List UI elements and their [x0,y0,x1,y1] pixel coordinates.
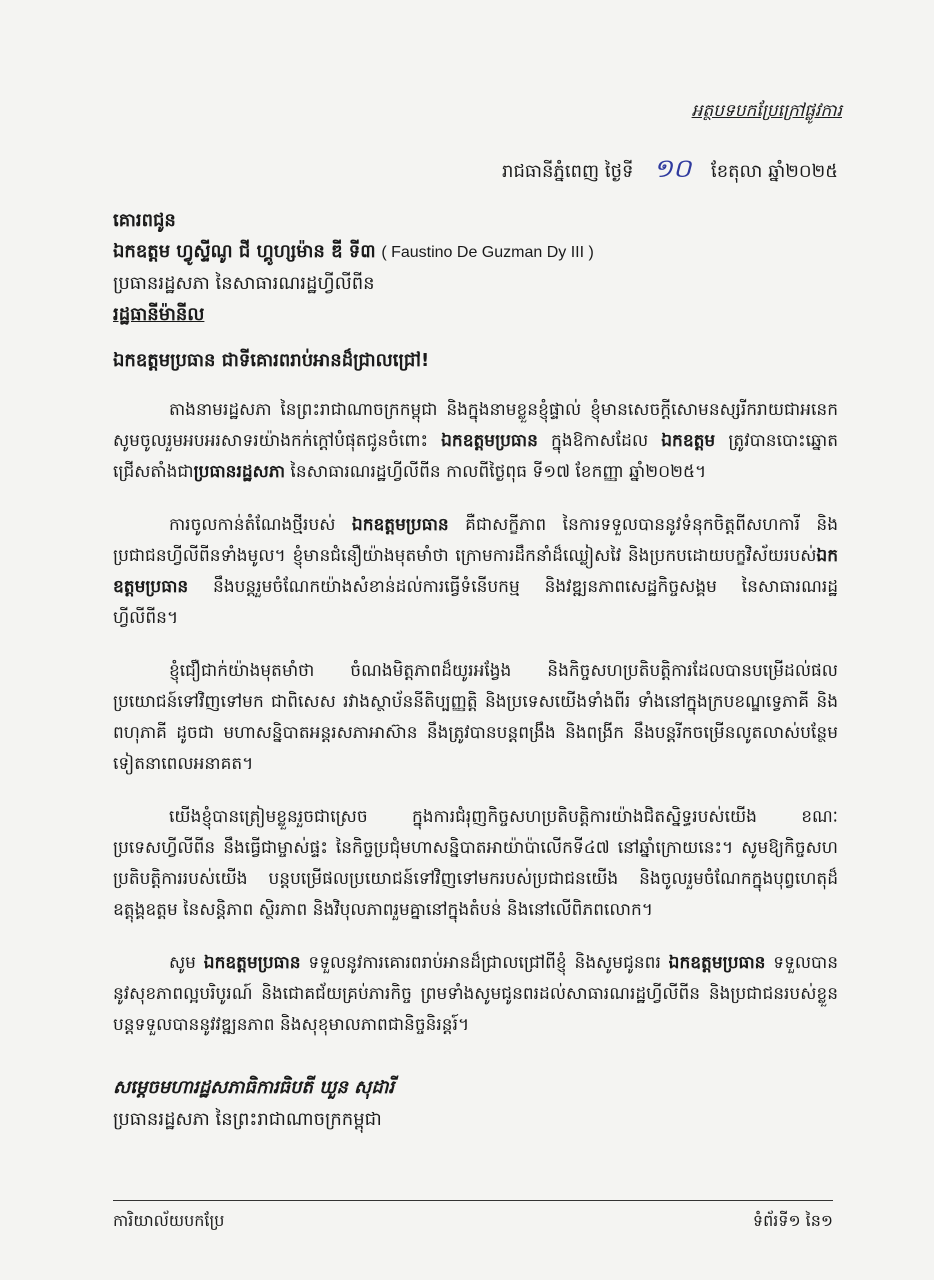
p2-bold-2: ឯកឧត្តមប្រធាន [113,546,838,597]
paragraph-3: ខ្ញុំជឿជាក់យ៉ាងមុតមាំថា ចំណងមិត្តភាពដ៏យូរអង្វែង និងកិច្ចសហប្រតិបត្តិការដែលបានបម្រើដល់ផលប្រយោជន៍ទៅវិញទៅមក ជាពិសេស រវាងស្ថាប័ននីតិប្បញ្ញត្តិ និងប្រទេសយើងទាំងពីរ ទាំងនៅក្នុងក្របខណ្ឌទ្វេភាគី និងពហុភាគី ដូចជា មហាសន្និបាតអន្តរសភាអាស៊ាន នឹងត្រូវបានបន្តពង្រឹង និងពង្រីក នឹងបន្តរីកចម្រើនលូតលាស់បន្ថែមទៀតនាពេលអនាគត។ [113,661,838,774]
p5-text-d: ទទួលបាននូវសុខភាពល្អបរិបូរណ៍ និងជោគជ័យគ្រប់ភារកិច្ច ព្រមទាំងសូមជូនពរដល់សាធារណរដ្ឋហ្វីលីពីន និងប្រជាជនរបស់ខ្លួន បន្តទទួលបាននូវវឌ្ឍនភាព និងសុខុមាលភាពជានិច្ចនិរន្តរ៍។ [113,953,839,1035]
recipient-name-line [113,236,833,268]
letter-body [113,395,838,1063]
p1-bold-1: ឯកឧត្តមប្រធាន [441,431,538,451]
signature-block [113,1072,394,1136]
recipient-block [113,205,833,330]
p1-bold-2: ឯកឧត្តម [661,431,716,451]
p1-text-a: តាងនាមរដ្ឋសភា នៃព្រះរាជាណាចក្រកម្ពុជា និងក្នុងនាមខ្លួនខ្ញុំផ្ទាល់ ខ្ញុំមានសេចក្តីសោមនស្សរីករាយជាអនេក សូមចូលរួមអបអរសាទរយ៉ាងកក់ក្តៅបំផុតជូនចំពោះ [113,400,838,451]
recipient-title: ប្រធានរដ្ឋសភា នៃសាធារណរដ្ឋហ្វីលីពីន [113,273,375,294]
p5-bold-2: ឯកឧត្តមប្រធាន [668,953,766,973]
paragraph-2 [113,510,838,634]
p1-text-d: ត្រូវបានបោះឆ្នោតជ្រើសតាំងជា [113,431,838,482]
footer-page-number: ទំព័រទី១ នៃ១ [752,1211,833,1230]
p1-bold-3: ប្រធានរដ្ឋសភា [193,462,286,482]
date-day-handwritten: ១០ [653,154,692,184]
recipient-name: ឯកឧត្តម ហ្វូស្ទីណូ ជី ហ្គូហ្សម៉ាន ឌី ទី៣ [113,241,376,262]
recipient-name-latin: ( Faustino De Guzman Dy III ) [381,244,594,261]
p1-text-e: នៃសាធារណរដ្ឋហ្វីលីពីន កាលពីថ្ងៃពុធ ទី១៧ ខែកញ្ញា ឆ្នាំ២០២៥។ [290,462,707,482]
unofficial-translation-note: អត្ថបទបកប្រែក្រៅផ្លូវការ [691,101,842,121]
p5-text-a: សូម [169,953,196,973]
footer-office: ការិយាល័យបកប្រែ [113,1211,225,1230]
paragraph-5 [113,948,838,1041]
p5-bold-1: ឯកឧត្តមប្រធាន [203,953,301,973]
p2-text-a: ការចូលកាន់តំណែងថ្មីរបស់ [169,515,336,535]
date-prefix: រាជធានីភ្នំពេញ ថ្ងៃទី [502,161,634,182]
paragraph-4: យើងខ្ញុំបានត្រៀមខ្លួនរួចជាស្រេច ក្នុងការជំរុញកិច្ចសហប្រតិបត្តិការយ៉ាងជិតស្និទ្ធរបស់យើង ខណៈប្រទេសហ្វីលីពីន នឹងធ្វើជាម្ចាស់ផ្ទះ នៃកិច្ចប្រជុំមហាសន្និបាតអាយ៉ាប៉ាលើកទី៤៧ នៅឆ្នាំក្រោយនេះ។ សូមឱ្យកិច្ចសហប្រតិបត្តិការរបស់យើង បន្តបម្រើផលប្រយោជន៍ទៅវិញទៅមករបស់ប្រជាជនយើង និងចូលរួមចំណែកក្នុងបុព្វហេតុដ៏ឧត្តុង្គឧត្តម នៃសន្តិភាព ស្ថិរភាព និងវិបុលភាពរួមគ្នានៅក្នុងតំបន់ និងនៅលើពិភពលោក។ [113,807,838,920]
paragraph-1 [113,395,838,488]
date-line [502,152,838,190]
p2-text-d: នឹងបន្តរួមចំណែកយ៉ាងសំខាន់ដល់ការធ្វើទំនើបកម្ម និងវឌ្ឍនភាពសេដ្ឋកិច្ចសង្គម នៃសាធារណរដ្ឋហ្វីលីពីន។ [113,577,839,628]
to-label: គោរពជូន [113,210,176,231]
p1-text-c: ក្នុងឱកាសដែល [551,431,649,451]
recipient-city: រដ្ឋធានីម៉ានីល [113,304,205,325]
p2-text-c: គឺជាសក្ខីភាព នៃការទទួលបាននូវទំនុកចិត្តពីសហការី និងប្រជាជនហ្វីលីពីនទាំងមូល។ ខ្ញុំមានជំនឿយ៉ាងមុតមាំថា ក្រោមការដឹកនាំដ៏ឈ្លៀសវៃ និងប្រកបដោយបក្ខវិស័យរបស់ [113,515,839,566]
date-suffix: ខែតុលា ឆ្នាំ២០២៥ [710,161,838,182]
p2-bold-1: ឯកឧត្តមប្រធាន [351,515,449,535]
signatory-title: ប្រធានរដ្ឋសភា នៃព្រះរាជាណាចក្រកម្ពុជា [113,1109,382,1130]
signatory-name: សម្តេចមហារដ្ឋសភាធិការធិបតី ឃួន សុដារី [113,1077,395,1098]
footer-divider [113,1200,833,1201]
p5-text-c: ទទួលនូវការគោរពរាប់អានដ៏ជ្រាលជ្រៅពីខ្ញុំ និងសូមជូនពរ [308,953,661,973]
salutation: ឯកឧត្តមប្រធាន ជាទីគោរពរាប់អានដ៏ជ្រាលជ្រៅ! [113,350,430,371]
